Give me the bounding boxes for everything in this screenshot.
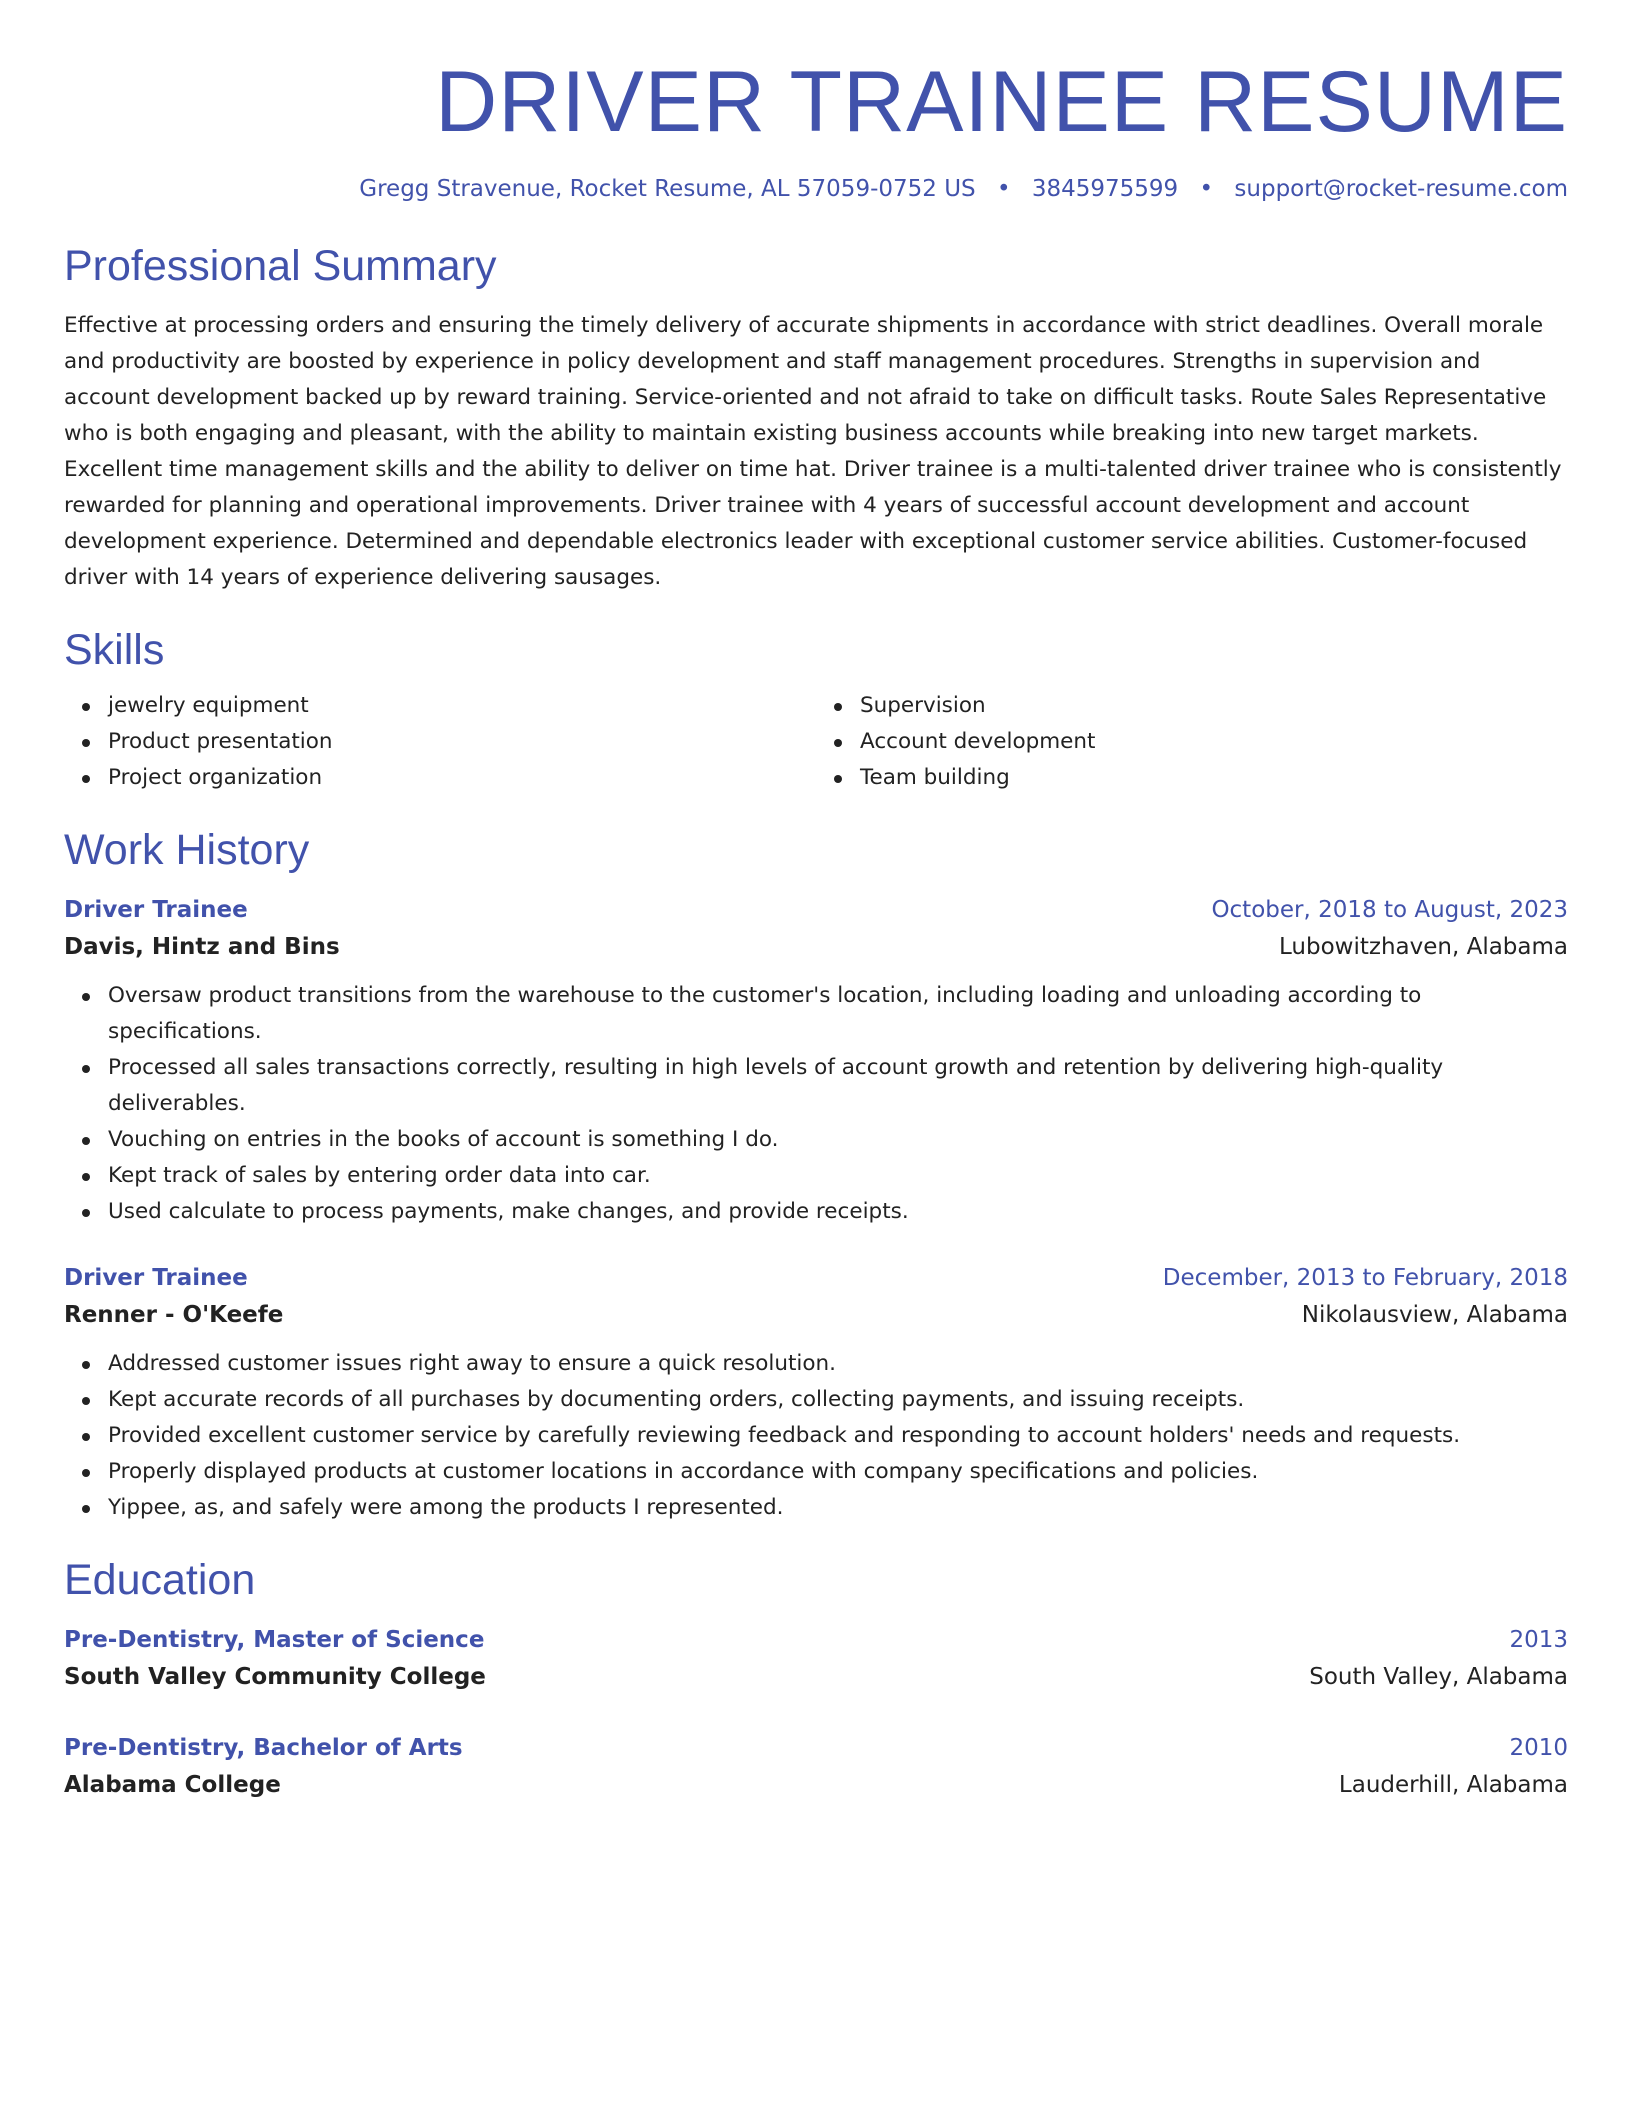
job-bullet: Kept track of sales by entering order data into car. [108,1158,1568,1194]
job-title: Driver Trainee [64,897,248,923]
job-company: Davis, Hintz and Bins [64,934,340,960]
job-bullet: Yippee, as, and safely were among the products I represented. [108,1490,1568,1526]
skills-column-right [816,688,1568,796]
job-company: Renner - O'Keefe [64,1302,284,1328]
job-company-row [64,928,1568,966]
job-bullet: Provided excellent customer service by carefully reviewing feedback and responding to account holders' needs and requests. [108,1418,1568,1454]
contact-address: Gregg Stravenue, Rocket Resume, AL 57059-0752 US [359,176,976,202]
education-entry [64,1622,1568,1696]
education-school-row [64,1658,1568,1696]
job-bullet: Processed all sales transactions correctly, resulting in high levels of account growth and retention by delivering high-quality deliverables. [108,1050,1568,1122]
skill-item: jewelry equipment [108,688,816,724]
job-bullet: Used calculate to process payments, make changes, and provide receipts. [108,1194,1568,1230]
education-location: Lauderhill, Alabama [1338,1772,1568,1798]
job-location: Lubowitzhaven, Alabama [1279,934,1568,960]
contact-phone: 3845975599 [1031,176,1179,202]
job-header-row [64,1260,1568,1296]
resume-title: DRIVER TRAINEE RESUME [435,54,1568,150]
job-dates: October, 2018 to August, 2023 [1211,897,1568,923]
skills-heading: Skills [64,626,165,674]
education-school: Alabama College [64,1772,281,1798]
education-location: South Valley, Alabama [1309,1664,1568,1690]
summary-heading: Professional Summary [64,242,497,290]
education-year: 2010 [1509,1735,1568,1761]
job-bullet: Vouching on entries in the books of account is something I do. [108,1122,1568,1158]
contact-email: support@rocket-resume.com [1234,176,1568,202]
job-location: Nikolausview, Alabama [1301,1302,1568,1328]
job-bullet-list [64,1346,1568,1526]
education-header-row [64,1730,1568,1766]
job-dates: December, 2013 to February, 2018 [1162,1265,1568,1291]
contact-line [64,174,1568,204]
education-school-row [64,1766,1568,1804]
job-entry [64,892,1568,1230]
summary-text: Effective at processing orders and ensuring the timely delivery of accurate shipments in accordance with strict deadlines. Overall morale and productivity are boosted by experience in policy development and staff management procedures. Strengths in supervision and account development backed up by reward training. Service-oriented and not afraid to take on difficult tasks. Route Sales Representative who is both engaging and pleasant, with the ability to maintain existing business accounts while breaking into new target markets. Excellent time management skills and the ability to deliver on time hat. Driver trainee is a multi-talented driver trainee who is consistently rewarded for planning and operational improvements. Driver trainee with 4 years of successful account development and account development experience. Determined and dependable electronics leader with exceptional customer service abilities. Customer-focused driver with 14 years of experience delivering sausages. [64,313,1562,590]
education-year: 2013 [1509,1627,1568,1653]
job-bullet: Kept accurate records of all purchases by documenting orders, collecting payments, and issuing receipts. [108,1382,1568,1418]
education-entry [64,1730,1568,1804]
education-school: South Valley Community College [64,1664,486,1690]
contact-separator: • [1199,176,1214,202]
work-history-heading: Work History [64,826,310,874]
job-bullet: Oversaw product transitions from the warehouse to the customer's location, including loading and unloading according to specifications. [108,978,1568,1050]
job-company-row [64,1296,1568,1334]
job-header-row [64,892,1568,928]
education-degree: Pre-Dentistry, Master of Science [64,1627,485,1653]
job-bullet-list [64,978,1568,1230]
skill-item: Account development [860,724,1568,760]
skill-item: Team building [860,760,1568,796]
skill-item: Supervision [860,688,1568,724]
job-bullet: Properly displayed products at customer locations in accordance with company specifications and policies. [108,1454,1568,1490]
skills-column-left [64,688,816,796]
education-degree: Pre-Dentistry, Bachelor of Arts [64,1735,463,1761]
job-bullet: Addressed customer issues right away to ensure a quick resolution. [108,1346,1568,1382]
job-entry [64,1260,1568,1526]
education-header-row [64,1622,1568,1658]
contact-separator: • [996,176,1011,202]
job-title: Driver Trainee [64,1265,248,1291]
skill-item: Project organization [108,760,816,796]
skills-grid [64,688,1568,796]
education-heading: Education [64,1556,256,1604]
skill-item: Product presentation [108,724,816,760]
